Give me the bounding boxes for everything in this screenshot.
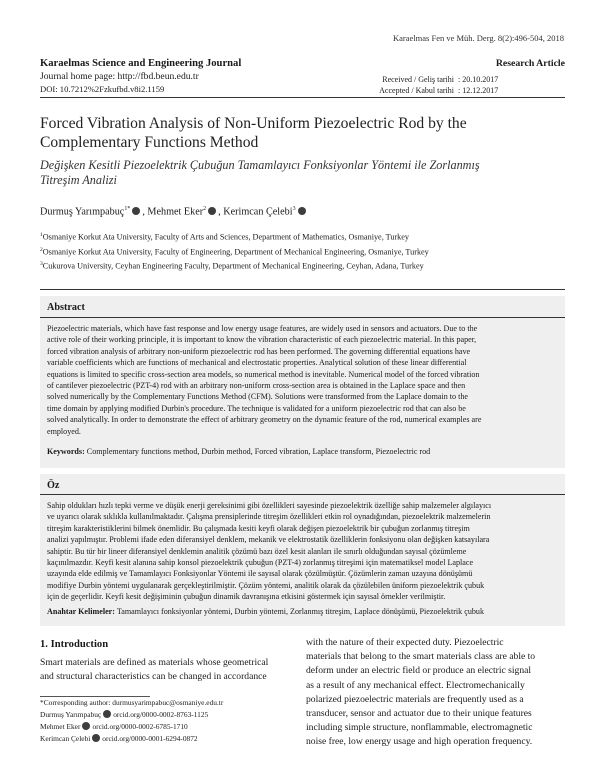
article-type: Research Article: [495, 58, 565, 69]
corresponding-author: *Corresponding author: durmusyarimpabuc@osmaniye.edu.tr: [40, 698, 224, 707]
header-divider: [40, 97, 565, 98]
author-sup: 3: [292, 206, 296, 212]
orcid-icon[interactable]: [298, 207, 306, 215]
accepted-date: : 12.12.2017: [458, 86, 499, 95]
running-head: Karaelmas Fen ve Müh. Derg. 8(2):496-504, 2018: [393, 33, 564, 43]
article-title: [40, 114, 565, 152]
accepted-label: Accepted / Kabul tarihi: [379, 86, 454, 95]
article-dates: [370, 74, 498, 96]
orcid-icon: [92, 734, 100, 742]
title-line: Forced Vibration Analysis of Non-Uniform Piezoelectric Rod by the: [40, 115, 467, 132]
intro-heading: 1. Introduction: [40, 639, 109, 650]
author-sup: 2: [203, 206, 207, 212]
affiliation-divider: [40, 289, 565, 290]
article-subtitle: [40, 158, 565, 188]
intro-left-column: Smart materials are defined as materials whose geometrical and structural characteristics can be changed in accordance: [40, 657, 269, 683]
journal-name: Karaelmas Science and Engineering Journal: [40, 58, 242, 69]
abstract-keywords: [47, 446, 558, 457]
subtitle-line: Değişken Kesitli Piezoelektrik Çubuğun Tamamlayıcı Fonksiyonlar Yöntemi ile Zorlanmış: [40, 158, 480, 172]
abstract-heading: Abstract: [47, 302, 85, 313]
journal-homepage[interactable]: Journal home page: http://fbd.beun.edu.tr: [40, 71, 199, 82]
abstract-heading-rule: [40, 317, 565, 318]
intro-right-column: with the nature of their expected duty. Piezoelectric materials that belong to the smart materials class are able to deform under an electric field or produce an electric signal as a result of any mechanical effect. Electromechanically polarized piezoelectric materials are frequently used as a transducer, sensor and actuator due to their unique features including simple structure, nonflammable, electromagnetic noise free, low energy usage and high operation frequency.: [306, 637, 536, 748]
oz-heading: Öz: [47, 480, 60, 491]
doi[interactable]: DOI: 10.7212%2Fzkufbd.v8i2.1159: [40, 84, 165, 94]
affiliation: $^1$Osmaniye Korkut Ata University, Faculty of Arts and Sciences, Department of Mathematics, Osmaniye, Turkey: [40, 232, 409, 242]
orcid-icon[interactable]: [132, 207, 140, 215]
affiliation: $^3$Cukurova University, Ceyhan Engineering Faculty, Department of Mechanical Engineering, Ceyhan, Adana, Turkey: [40, 261, 424, 272]
affiliation: $^2$Osmaniye Korkut Ata University, Faculty of Engineering, Department of Mechanical Engineering, Osmaniye, Turkey: [40, 246, 429, 257]
keywords-label: Anahtar Kelimeler:: [47, 607, 115, 616]
received-label: Received / Geliş tarihi: [382, 75, 454, 84]
received-date: : 20.10.2017: [458, 75, 499, 84]
subtitle-line: Titreşim Analizi: [40, 173, 117, 187]
orcid-icon: [82, 722, 90, 730]
author-list: [40, 206, 308, 217]
author-name: , Kerimcan Çelebi: [218, 206, 293, 218]
oz-text: Sahip oldukları hızlı tepki verme ve düşük enerji gereksinimi gibi özellikleri sayesinde piezoelektrik özelliğe sahip malzemeler algılayıcı ve uyarıcı olarak sıklıkla kullanılmaktadır. Çalışma prensiplerinde titreşim özellikleri etkin rol oynadığından, piezoelektrik malzemelerin titreşim karakteristiklerini bilmek önemlidir. Bu çalışmada kesiti keyfi olarak değişen piezoelektrik bir çubuğun zorlanmış titreşim analizi yapılmıştır. Problemi ifade eden diferansiyel denklem, mekanik ve elektrostatik özelliklerin fonksiyonu olan değişken katsayılara sahiptir. Bu tür bir lineer diferansiyel denklemin analitik çözümü bazı özel kesit alanları ile sınırlı olduğundan sayısal çözümleme kaçınılmazdır. Keyfi kesit alanına sahip konsol piezoelektrik çubuğun (PZT-4) zorlanmış titreşimi için matematiksel model Laplace uzayında elde edilmiş ve Tamamlayıcı Fonksiyonlar Yöntemi ile sayısal olarak çözülmüştür. Çözümlerin zaman uzayına dönüşümü modifiye Durbin yöntemi uygulanarak gerçekleştirilmiştir. Çözüm yöntemi, analitik olarak da çözülebilen üniform piezoelektrik çubuk için de geçerlidir. Keyfi kesit değişiminin çubuğun dinamik davranışına etkisini göstermek için sayısal örnekler verilmiştir.: [47, 501, 492, 602]
affiliations: [40, 229, 429, 273]
author-name: Durmuş Yarımpabuç: [40, 206, 125, 218]
orcid-line: Durmuş Yarımpabuç orcid.org/0000-0002-8763-1125: [40, 710, 209, 719]
author-name: , Mehmet Eker: [142, 206, 204, 218]
author-sup: 1*: [124, 206, 131, 212]
footnotes: [40, 697, 223, 745]
orcid-icon: [103, 710, 111, 718]
title-line: Complementary Functions Method: [40, 134, 259, 151]
oz-heading-rule: [40, 494, 565, 495]
orcid-icon[interactable]: [208, 207, 216, 215]
keywords-label: Keywords:: [47, 447, 85, 456]
orcid-line: Kerimcan Çelebi orcid.org/0000-0001-6294-0872: [40, 734, 198, 743]
keywords-text: Tamamlayıcı fonksiyonlar yöntemi, Durbin yöntemi, Zorlanmış titreşim, Laplace dönüşümü, Piezoelektrik çubuk: [114, 607, 485, 616]
abstract-text: Piezoelectric materials, which have fast response and low energy usage features, are widely used in sensors and actuators. Due to the active role of their working principle, it is important to know the vibration characteristic of each piezoelectric material. In this paper, forced vibration analysis of arbitrary non-uniform piezoelectric rod has been performed. The governing differential equations have variable coefficients which are functions of mechanical and electrostatic properties. Analytical solution of these linear differential equations is limited to specific cross-section area models, so numerical method is inevitable. Numerical model of the forced vibration of cantilever piezoelectric (PZT-4) rod with an arbitrary non-uniform cross-section area is obtained in the Laplace space and then solved numerically by the Complementary Functions Method (CFM). Solutions were transformed from the Laplace domain to the time domain by applying modified Durbin's procedure. The technique is validated for a uniform piezoelectric rod that can also be solved analytically. In order to demonstrate the effect of arbitrary geometry on the dynamic feature of the rod, numerical examples are employed.: [47, 324, 482, 436]
keywords-text: Complementary functions method, Durbin method, Forced vibration, Laplace transform, Piezoelectric rod: [84, 447, 431, 456]
oz-keywords: [47, 606, 558, 617]
orcid-line: Mehmet Eker orcid.org/0000-0002-6785-1710: [40, 722, 188, 731]
